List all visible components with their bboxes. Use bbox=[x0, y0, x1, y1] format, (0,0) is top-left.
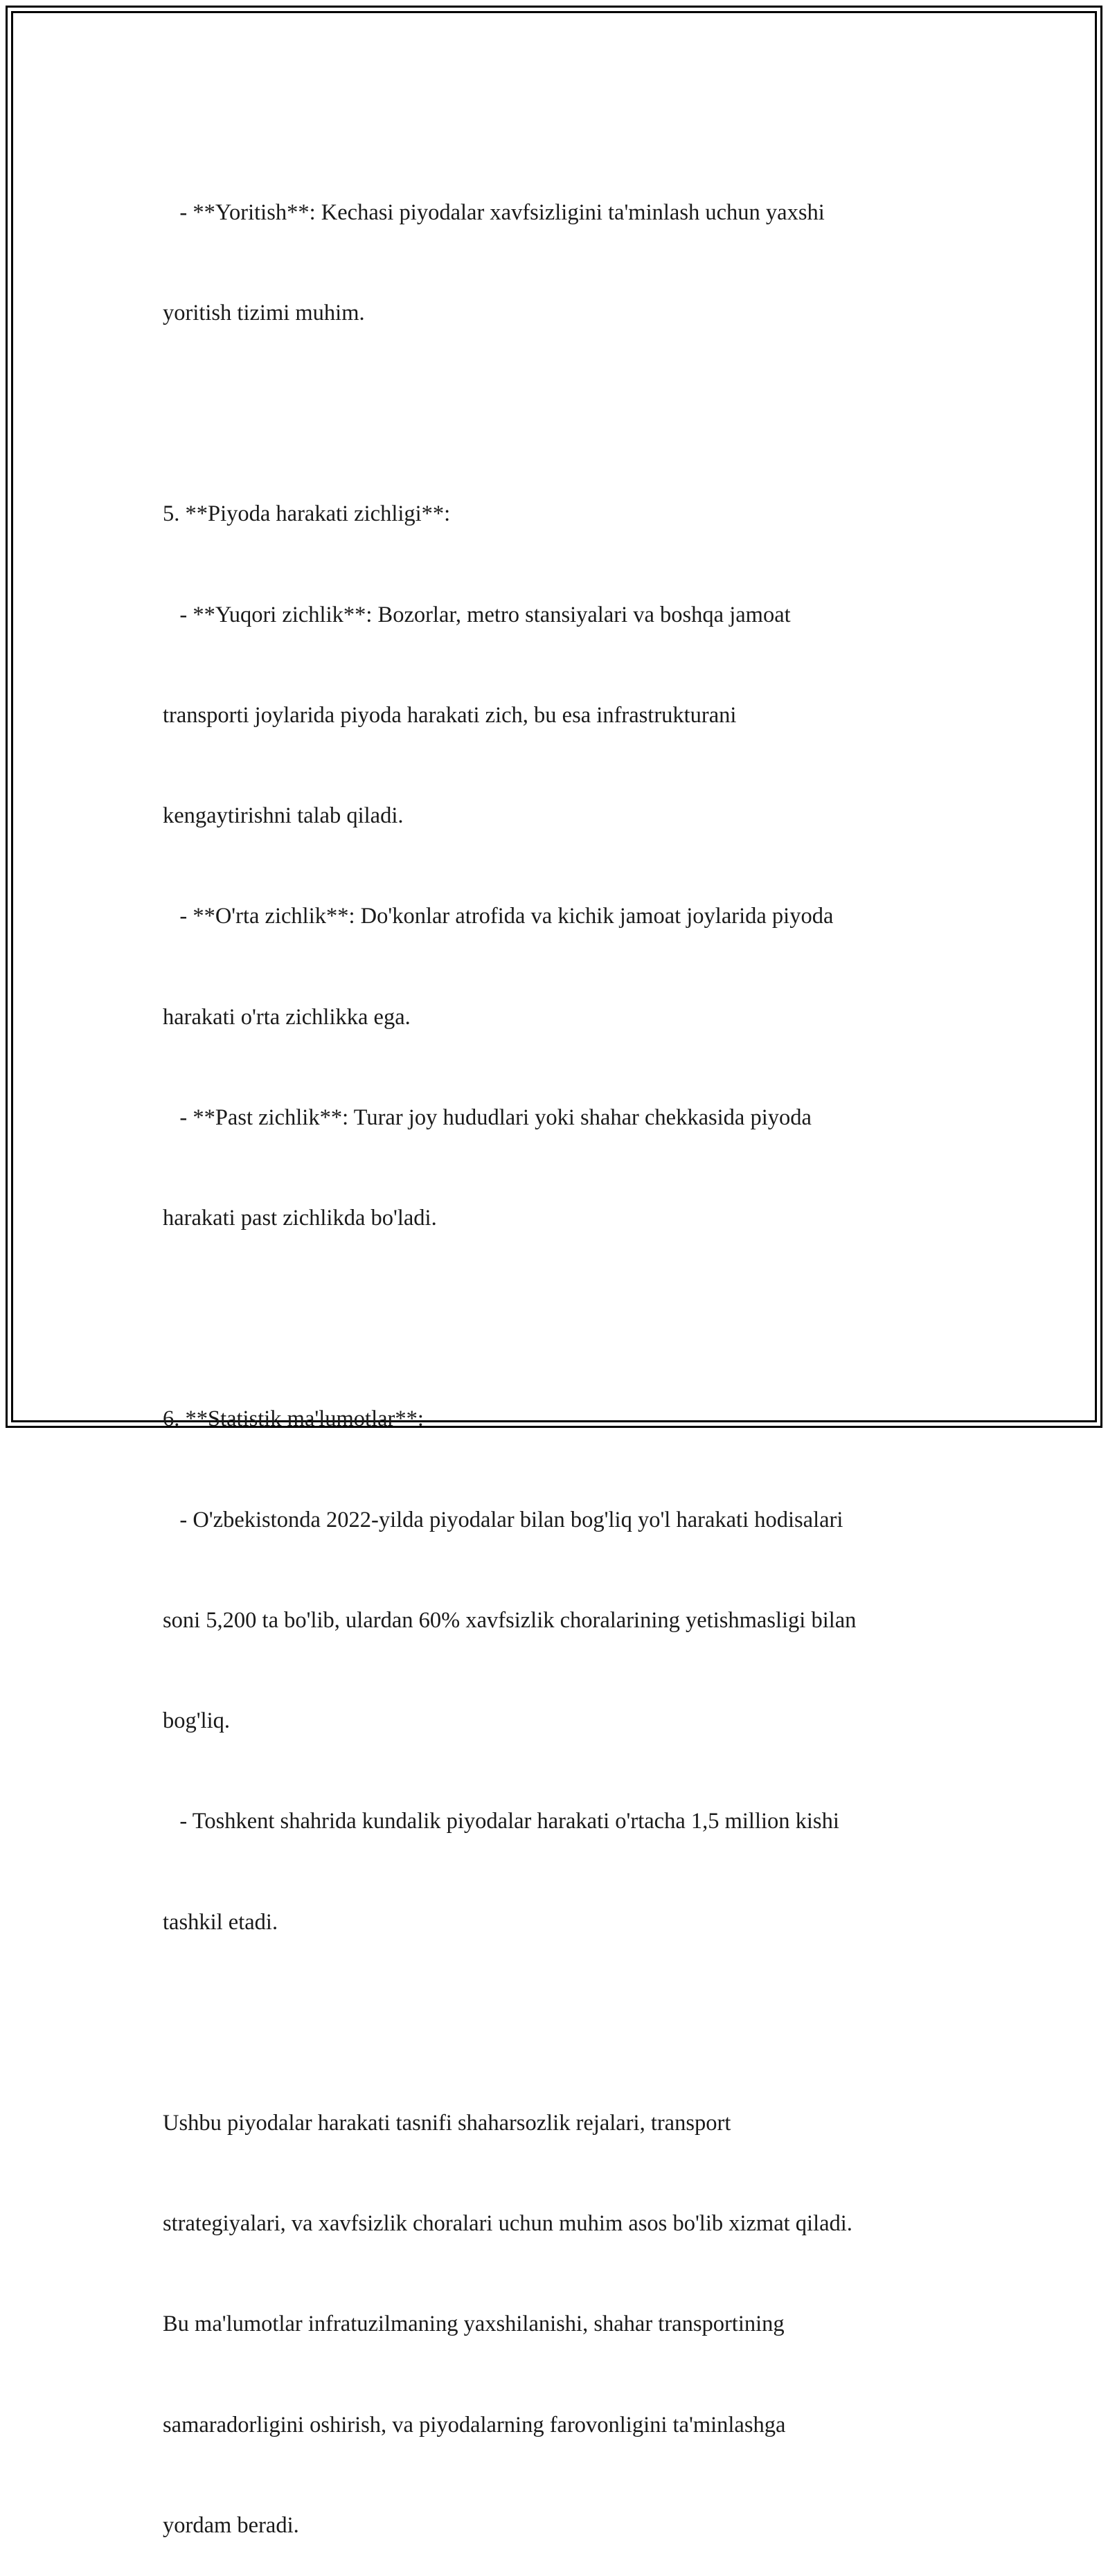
blank-line bbox=[163, 2006, 966, 2039]
text-line: bog'liq. bbox=[163, 1708, 231, 1734]
text-line: strategiyalari, va xavfsizlik choralari uchun muhim asos bo'lib xizmat qiladi. bbox=[163, 2211, 852, 2237]
text-line: - O'zbekistonda 2022-yilda piyodalar bilan bog'liq yo'l harakati hodisalari bbox=[163, 1507, 843, 1532]
text-line: samaradorligini oshirish, va piyodalarning farovonligini ta'minlashga bbox=[163, 2412, 786, 2438]
section-heading: 6. **Statistik ma'lumotlar**: bbox=[163, 1406, 424, 1432]
blank-line bbox=[163, 1302, 966, 1335]
text-line: yoritish tizimi muhim. bbox=[163, 301, 365, 326]
text-line: - **Yoritish**: Kechasi piyodalar xavfsizligini ta'minlash uchun yaxshi bbox=[163, 199, 825, 225]
text-line: yordam beradi. bbox=[163, 2512, 299, 2538]
text-line: tashkil etadi. bbox=[163, 1909, 278, 1935]
text-line: kengaytirishni talab qiladi. bbox=[163, 803, 404, 829]
section-heading: 5. **Piyoda harakati zichligi**: bbox=[163, 501, 451, 527]
text-line: - **Past zichlik**: Turar joy hududlari yoki shahar chekkasida piyoda bbox=[163, 1104, 812, 1130]
text-line: harakati past zichlikda bo'ladi. bbox=[163, 1205, 437, 1231]
text-line: - **O'rta zichlik**: Do'konlar atrofida va kichik jamoat joylarida piyoda bbox=[163, 904, 834, 929]
text-line: harakati o'rta zichlikka ega. bbox=[163, 1004, 411, 1030]
blank-line bbox=[163, 397, 966, 430]
text-line: soni 5,200 ta bo'lib, ulardan 60% xavfsizlik choralarining yetishmasligi bilan bbox=[163, 1607, 857, 1633]
text-line: - **Yuqori zichlik**: Bozorlar, metro stansiyalari va boshqa jamoat bbox=[163, 602, 791, 627]
document-body bbox=[163, 129, 966, 2576]
text-line: Ushbu piyodalar harakati tasnifi shaharsozlik rejalari, transport bbox=[163, 2110, 731, 2136]
text-line: transporti joylarida piyoda harakati zich, bu esa infrastrukturani bbox=[163, 702, 737, 728]
text-line: Bu ma'lumotlar infratuzilmaning yaxshilanishi, shahar transportining bbox=[163, 2311, 785, 2337]
text-line: - Toshkent shahrida kundalik piyodalar harakati o'rtacha 1,5 million kishi bbox=[163, 1809, 839, 1834]
